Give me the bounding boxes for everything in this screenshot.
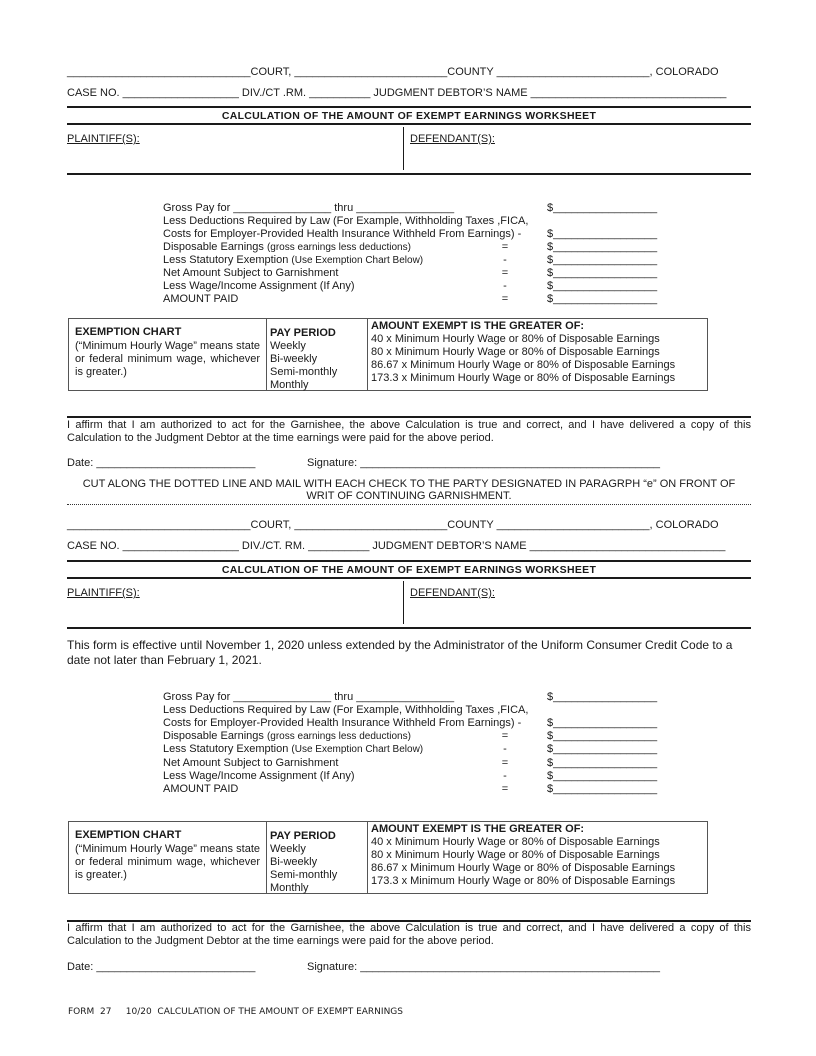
amount-field[interactable]: $_________________ bbox=[547, 757, 658, 769]
exemption-chart-description: (“Minimum Hourly Wage” means state or federal minimum wage, whichever is greater.) bbox=[75, 843, 260, 881]
divider bbox=[67, 560, 751, 562]
calc-row-deductions-2: Costs for Employer-Provided Health Insurance Withheld From Earnings) - $_________________ bbox=[163, 228, 658, 240]
worksheet-title: CALCULATION OF THE AMOUNT OF EXEMPT EARNINGS WORKSHEET bbox=[221, 110, 597, 122]
case-info-line: CASE NO. ___________________ DIV./CT .RM. __________ JUDGMENT DEBTOR’S NAME ________________________________ bbox=[67, 87, 727, 99]
calc-row-exemption: Less Statutory Exemption (Use Exemption Chart Below) - $_________________ bbox=[163, 254, 658, 266]
calc-row-amount-paid: AMOUNT PAID = $_________________ bbox=[163, 783, 658, 795]
pay-period-column bbox=[266, 822, 368, 893]
court-county-line: ______________________________COURT, _________________________COUNTY _________________________, COLORADO bbox=[67, 66, 719, 78]
party-divider bbox=[403, 581, 404, 624]
pay-period-header: PAY PERIOD bbox=[270, 327, 336, 339]
form-footer: FORM 27 10/20 CALCULATION OF THE AMOUNT OF EXEMPT EARNINGS bbox=[68, 1007, 403, 1017]
exemption-chart-title: EXEMPTION CHART bbox=[75, 326, 182, 338]
amount-field[interactable]: $_________________ bbox=[547, 730, 658, 742]
plaintiff-label: PLAINTIFF(S): bbox=[67, 133, 140, 145]
amount-field[interactable]: $_________________ bbox=[547, 254, 658, 266]
amount-exempt-semimonthly: 86.67 x Minimum Hourly Wage or 80% of Disposable Earnings bbox=[371, 359, 676, 371]
calc-row-deductions-2: Costs for Employer-Provided Health Insurance Withheld From Earnings) - $_________________ bbox=[163, 717, 658, 729]
pay-period-semimonthly: Semi-monthly bbox=[270, 366, 338, 378]
calc-row-wage-assignment: Less Wage/Income Assignment (If Any) - $_________________ bbox=[163, 770, 658, 782]
calc-row-net-amount: Net Amount Subject to Garnishment = $_________________ bbox=[163, 757, 658, 769]
court-county-line: ______________________________COURT, _________________________COUNTY _________________________, COLORADO bbox=[67, 519, 719, 531]
amount-field[interactable]: $_________________ bbox=[547, 717, 658, 729]
amount-exempt-biweekly: 80 x Minimum Hourly Wage or 80% of Disposable Earnings bbox=[371, 346, 660, 358]
amount-exempt-monthly: 173.3 x Minimum Hourly Wage or 80% of Disposable Earnings bbox=[371, 875, 676, 887]
amount-field[interactable]: $_________________ bbox=[547, 280, 658, 292]
amount-field[interactable]: $_________________ bbox=[547, 293, 658, 305]
worksheet-title: CALCULATION OF THE AMOUNT OF EXEMPT EARNINGS WORKSHEET bbox=[221, 564, 597, 576]
exemption-chart-description: (“Minimum Hourly Wage” means state or federal minimum wage, whichever is greater.) bbox=[75, 340, 260, 378]
amount-exempt-header: AMOUNT EXEMPT IS THE GREATER OF: bbox=[371, 823, 585, 835]
calc-row-disposable: Disposable Earnings (gross earnings less deductions) = $_________________ bbox=[163, 241, 658, 253]
calc-row-disposable: Disposable Earnings (gross earnings less deductions) = $_________________ bbox=[163, 730, 658, 742]
divider bbox=[67, 106, 751, 108]
amount-exempt-header: AMOUNT EXEMPT IS THE GREATER OF: bbox=[371, 320, 585, 332]
amount-exempt-weekly: 40 x Minimum Hourly Wage or 80% of Disposable Earnings bbox=[371, 836, 660, 848]
signature-field[interactable]: Signature: _________________________________________________ bbox=[307, 457, 660, 469]
amount-exempt-biweekly: 80 x Minimum Hourly Wage or 80% of Disposable Earnings bbox=[371, 849, 660, 861]
amount-exempt-weekly: 40 x Minimum Hourly Wage or 80% of Disposable Earnings bbox=[371, 333, 660, 345]
amount-field[interactable]: $_________________ bbox=[547, 783, 658, 795]
exemption-chart-info bbox=[69, 822, 267, 893]
amount-field[interactable]: $_________________ bbox=[547, 743, 658, 755]
divider bbox=[67, 173, 751, 175]
case-info-line: CASE NO. ___________________ DIV./CT. RM. __________ JUDGMENT DEBTOR’S NAME ________________________________ bbox=[67, 540, 726, 552]
amount-field[interactable]: $_________________ bbox=[547, 691, 658, 703]
divider bbox=[67, 123, 751, 125]
affirmation-text: I affirm that I am authorized to act for the Garnishee, the above Calculation is true and correct, and I have delivered a copy of this Calculation to the Judgment Debtor at the time earnings were paid for the above period. bbox=[67, 419, 751, 444]
pay-period-monthly: Monthly bbox=[270, 379, 309, 391]
calc-row-wage-assignment: Less Wage/Income Assignment (If Any) - $_________________ bbox=[163, 280, 658, 292]
calc-row-deductions-1: Less Deductions Required by Law (For Example, Withholding Taxes ,FICA, bbox=[163, 704, 529, 716]
calc-row-gross-pay: Gross Pay for ________________ thru ________________ $_________________ bbox=[163, 691, 658, 703]
pay-period-biweekly: Bi-weekly bbox=[270, 353, 318, 365]
calc-row-net-amount: Net Amount Subject to Garnishment = $_________________ bbox=[163, 267, 658, 279]
amount-exempt-column bbox=[367, 319, 707, 390]
calc-row-deductions-1: Less Deductions Required by Law (For Example, Withholding Taxes ,FICA, bbox=[163, 215, 529, 227]
plaintiff-label: PLAINTIFF(S): bbox=[67, 587, 140, 599]
date-field[interactable]: Date: __________________________ bbox=[67, 457, 256, 469]
amount-field[interactable]: $_________________ bbox=[547, 228, 658, 240]
divider bbox=[67, 627, 751, 629]
divider bbox=[67, 577, 751, 579]
exemption-chart bbox=[68, 821, 708, 894]
amount-exempt-monthly: 173.3 x Minimum Hourly Wage or 80% of Disposable Earnings bbox=[371, 372, 676, 384]
calc-row-exemption: Less Statutory Exemption (Use Exemption Chart Below) - $_________________ bbox=[163, 743, 658, 755]
defendant-label: DEFENDANT(S): bbox=[410, 587, 495, 599]
amount-exempt-column bbox=[367, 822, 707, 893]
cut-instruction-line1: CUT ALONG THE DOTTED LINE AND MAIL WITH EACH CHECK TO THE PARTY DESIGNATED IN PARAGRPH “e” ON FRONT OF bbox=[82, 478, 736, 490]
amount-exempt-semimonthly: 86.67 x Minimum Hourly Wage or 80% of Disposable Earnings bbox=[371, 862, 676, 874]
pay-period-semimonthly: Semi-monthly bbox=[270, 869, 338, 881]
affirmation-text: I affirm that I am authorized to act for the Garnishee, the above Calculation is true and correct, and I have delivered a copy of this Calculation to the Judgment Debtor at the time earnings were paid for the above period. bbox=[67, 922, 751, 947]
pay-period-header: PAY PERIOD bbox=[270, 830, 336, 842]
divider bbox=[67, 416, 751, 418]
exemption-chart-info bbox=[69, 319, 267, 390]
pay-period-biweekly: Bi-weekly bbox=[270, 856, 318, 868]
signature-field[interactable]: Signature: _________________________________________________ bbox=[307, 961, 660, 973]
defendant-label: DEFENDANT(S): bbox=[410, 133, 495, 145]
effective-notice: This form is effective until November 1, 2020 unless extended by the Administrator of the Uniform Consumer Credit Code to a date not later than February 1, 2021. bbox=[67, 638, 733, 667]
cut-instruction-line2: WRIT OF CONTINUING GARNISHMENT. bbox=[306, 490, 512, 502]
amount-field[interactable]: $_________________ bbox=[547, 241, 658, 253]
pay-period-column bbox=[266, 319, 368, 390]
exemption-chart bbox=[68, 318, 708, 391]
pay-period-weekly: Weekly bbox=[270, 843, 306, 855]
calc-row-gross-pay: Gross Pay for ________________ thru ________________ $_________________ bbox=[163, 202, 658, 214]
amount-field[interactable]: $_________________ bbox=[547, 770, 658, 782]
calc-row-amount-paid: AMOUNT PAID = $_________________ bbox=[163, 293, 658, 305]
date-field[interactable]: Date: __________________________ bbox=[67, 961, 256, 973]
party-divider bbox=[403, 127, 404, 170]
exemption-chart-title: EXEMPTION CHART bbox=[75, 829, 182, 841]
pay-period-monthly: Monthly bbox=[270, 882, 309, 894]
cut-dotted-line bbox=[67, 504, 751, 505]
amount-field[interactable]: $_________________ bbox=[547, 267, 658, 279]
amount-field[interactable]: $_________________ bbox=[547, 202, 658, 214]
pay-period-weekly: Weekly bbox=[270, 340, 306, 352]
